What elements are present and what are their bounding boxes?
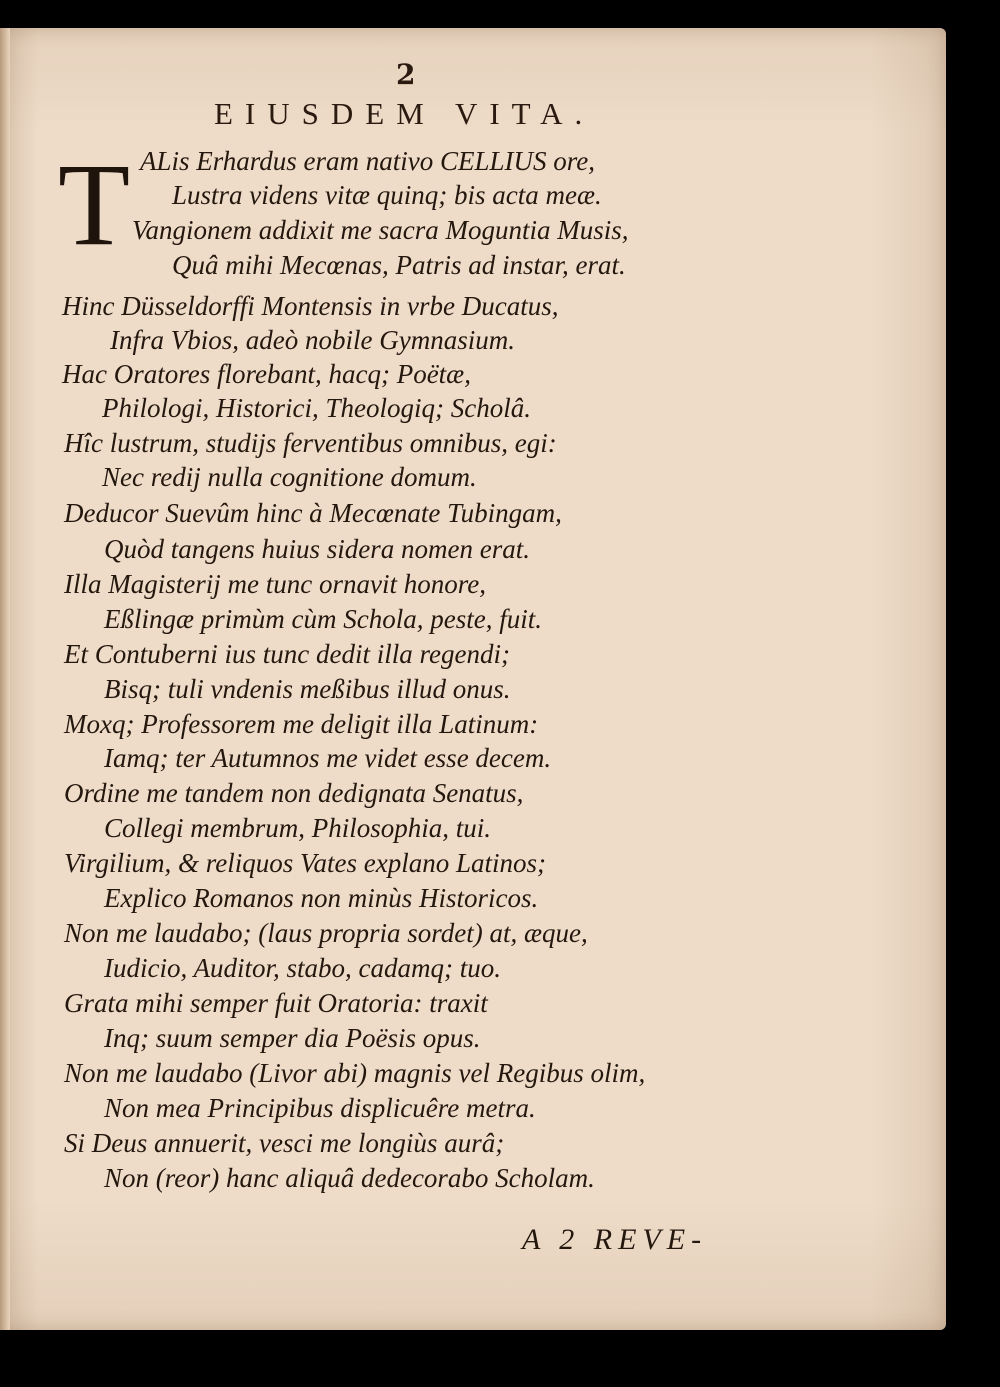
- verse-line: Illa Magisterij me tunc ornavit honore,: [64, 569, 486, 599]
- verse-line: Lustra videns vitæ quinq; bis acta meæ.: [172, 180, 602, 210]
- page-gutter: [0, 28, 10, 1330]
- verse-line: Bisq; tuli vndenis meßibus illud onus.: [104, 674, 511, 704]
- verse-line: Eßlingæ primùm cùm Schola, peste, fuit.: [104, 604, 542, 634]
- verse-line: Et Contuberni ius tunc dedit illa regendi;: [64, 639, 510, 669]
- page-number: 2: [396, 58, 416, 91]
- verse-line: Non me laudabo (Livor abi) magnis vel Regibus olim,: [64, 1058, 646, 1088]
- verse-line: Iamq; ter Autumnos me videt esse decem.: [104, 743, 552, 773]
- verse-line: Virgilium, & reliquos Vates explano Latinos;: [64, 848, 546, 878]
- verse-line: Infra Vbios, adeò nobile Gymnasium.: [110, 325, 515, 355]
- verse-line: ALis Erhardus eram nativo CELLIUS ore,: [140, 146, 596, 176]
- verse-line: Quòd tangens huius sidera nomen erat.: [104, 534, 530, 564]
- verse-line: Vangionem addixit me sacra Moguntia Musis,: [132, 215, 629, 245]
- verse-line: Hîc lustrum, studijs ferventibus omnibus, egi:: [64, 428, 557, 458]
- verse-line: Deducor Suevûm hinc à Mecœnate Tubingam,: [64, 498, 562, 528]
- verse-line: Iudicio, Auditor, stabo, cadamq; tuo.: [104, 953, 501, 983]
- verse-line: Explico Romanos non minùs Historicos.: [104, 883, 539, 913]
- verse-line: Grata mihi semper fuit Oratoria: traxit: [64, 988, 488, 1018]
- verse-line: Non me laudabo; (laus propria sordet) at, æque,: [64, 918, 588, 948]
- verse-line: Quâ mihi Mecœnas, Patris ad instar, erat.: [172, 250, 626, 280]
- page-heading: EIUSDEM VITA.: [214, 96, 595, 131]
- verse-line: Hac Oratores florebant, hacq; Poëtæ,: [62, 359, 471, 389]
- verse-line: Inq; suum semper dia Poësis opus.: [104, 1023, 481, 1053]
- verse-line: Nec redij nulla cognitione domum.: [102, 462, 477, 492]
- verse-line: Si Deus annuerit, vesci me longiùs aurâ;: [64, 1128, 505, 1158]
- book-page: [0, 28, 946, 1330]
- verse-line: Non mea Principibus displicuêre metra.: [104, 1093, 536, 1123]
- verse-line: Moxq; Professorem me deligit illa Latinum:: [64, 709, 539, 739]
- verse-line: Collegi membrum, Philosophia, tui.: [104, 813, 491, 843]
- drop-capital: T: [58, 139, 131, 270]
- signature-catchword: A 2 REVE-: [522, 1223, 708, 1256]
- verse-line: Non (reor) hanc aliquâ dedecorabo Scholam.: [104, 1163, 595, 1193]
- verse-line: Philologi, Historici, Theologiq; Scholâ.: [102, 393, 531, 423]
- verse-line: Hinc Düsseldorffi Montensis in vrbe Ducatus,: [62, 291, 559, 321]
- verse-line: Ordine me tandem non dedignata Senatus,: [64, 778, 524, 808]
